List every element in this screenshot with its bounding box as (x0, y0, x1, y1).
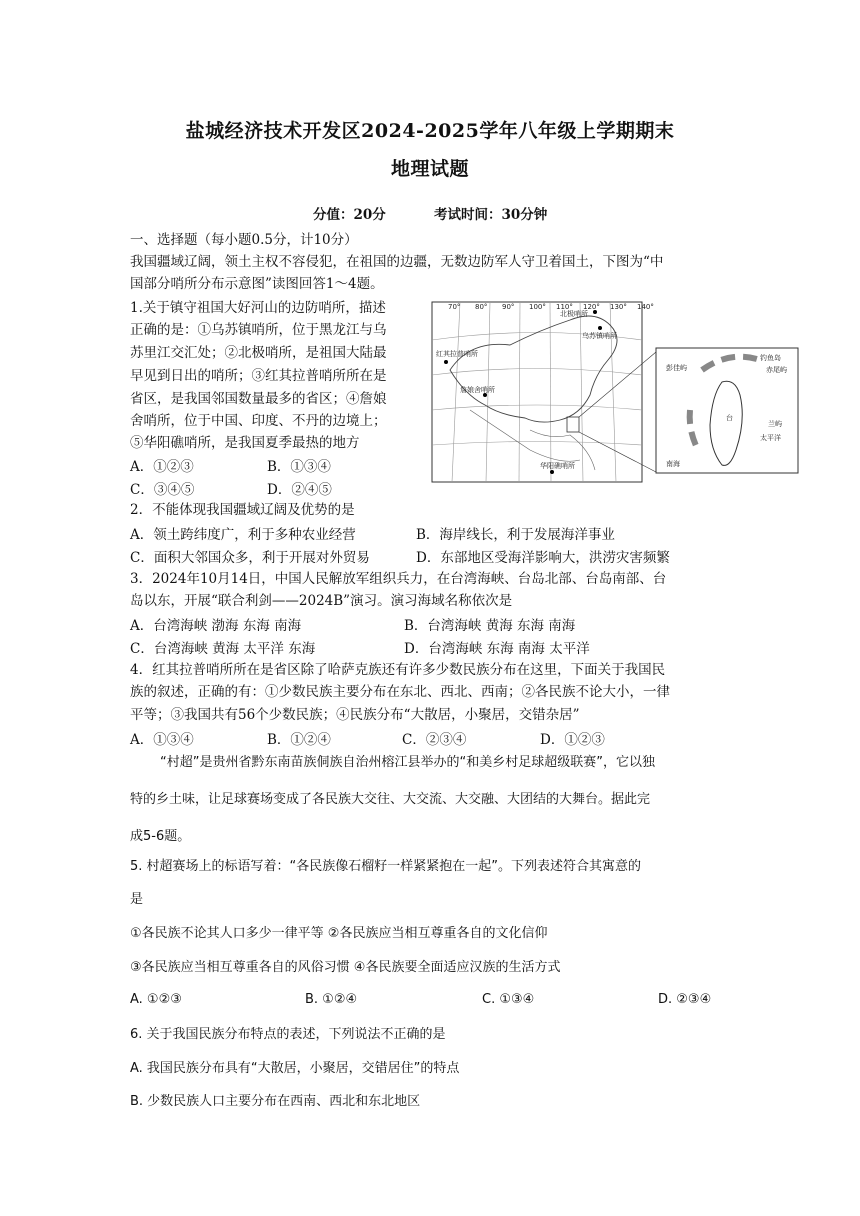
map-longitude-tick: 110° (556, 303, 573, 311)
q3-option-d: D．台湾海峡 东海 南海 太平洋 (404, 641, 590, 657)
q3-option-c: C．台湾海峡 黄海 太平洋 东海 (130, 641, 316, 657)
section-intro: 我国疆域辽阔，领土主权不容侵犯，在祖国的边疆，无数边防军人守卫着国土，下图为“中 (130, 254, 664, 270)
map-longitude-tick: 100° (529, 303, 546, 311)
q5-option-c: C. ①③④ (482, 992, 535, 1007)
passage: 特的乡土味，让足球赛场变成了各民族大交往、大交流、大交融、大团结的大舞台。据此完 (130, 792, 651, 807)
map-longitude-tick: 90° (502, 303, 515, 311)
q1-stem: 正确的是：①乌苏镇哨所，位于黑龙江与乌 (130, 322, 387, 338)
q3-option-b: B．台湾海峡 黄海 东海 南海 (404, 618, 576, 634)
q5-option-d: D. ②③④ (658, 992, 712, 1007)
wusu-post-marker (598, 326, 602, 330)
map-longitude-tick: 70° (448, 303, 461, 311)
q1-stem: 舍哨所，位于中国、印度、不丹的边境上； (130, 413, 387, 429)
q1-stem: 1.关于镇守祖国大好河山的边防哨所，描述 (130, 300, 386, 316)
inset-label-lanyu: 兰屿 (768, 420, 782, 428)
q3-stem: 3．2024年10月14日，中国人民解放军组织兵力，在台湾海峡、台岛北部、台岛南部、台 (130, 571, 667, 587)
inset-label-tai: 台 (726, 414, 733, 422)
score-info: 分值：20分 (313, 207, 386, 223)
q4-option-d: D．①②③ (540, 732, 605, 748)
passage: 成5-6题。 (130, 829, 191, 844)
q6-option-b: B. 少数民族人口主要分布在西南、西北和东北地区 (130, 1094, 421, 1109)
map-longitude-tick: 120° (583, 303, 600, 311)
map-longitude-tick: 80° (475, 303, 488, 311)
wusu-post-label: 乌苏镇哨所 (582, 332, 617, 340)
q6-stem: 6. 关于我国民族分布特点的表述，下列说法不正确的是 (130, 1027, 446, 1042)
passage: “村超”是贵州省黔东南苗族侗族自治州榕江县举办的“和美乡村足球超级联赛”，它以独 (160, 755, 655, 770)
q6-option-a: A. 我国民族分布具有“大散居，小聚居，交错居住”的特点 (130, 1061, 460, 1076)
q1-option-b: B．①③④ (267, 459, 331, 475)
q5-option-b: B. ①②④ (305, 992, 358, 1007)
map-longitude-tick: 140° (637, 303, 654, 311)
q3-stem: 岛以东，开展“联合利剑——2024B”演习。演习海域名称依次是 (130, 593, 513, 609)
q1-stem: 早见到日出的哨所；③红其拉普哨所所在是 (130, 368, 387, 384)
q2-stem: 2．不能体现我国疆域辽阔及优势的是 (130, 502, 355, 518)
q4-option-c: C．②③④ (402, 732, 467, 748)
hongqi-post-marker (444, 360, 448, 364)
q2-option-b: B．海岸线长，利于发展海洋事业 (416, 527, 615, 543)
q2-option-d: D．东部地区受海洋影响大，洪涝灾害频繁 (416, 550, 670, 566)
inset-label-chiwei: 赤尾屿 (766, 366, 787, 374)
section-intro: 国部分哨所分布示意图”读图回答1～4题。 (130, 276, 384, 292)
q5-option-a: A. ①②③ (130, 992, 182, 1007)
q1-option-d: D．②④⑤ (267, 482, 332, 498)
inset-label-diaoyu: 钓鱼岛 (760, 354, 781, 362)
huayang-post-marker (550, 470, 554, 474)
q1-option-c: C．③④⑤ (130, 482, 195, 498)
q4-stem: 平等；③我国共有56个少数民族；④民族分布“大散居，小聚居，交错杂居” (130, 707, 580, 723)
zhanniang-post-label: 詹娘舍哨所 (460, 386, 495, 394)
inset-label-nanhai: 南海 (666, 460, 680, 468)
hongqi-post-label: 红其拉普哨所 (436, 350, 478, 358)
beiji-post-label: 北极哨所 (560, 310, 588, 318)
q5-statements: ①各民族不论其人口多少一律平等 ②各民族应当相互尊重各自的文化信仰 (130, 926, 548, 941)
q5-statements: ③各民族应当相互尊重各自的风俗习惯 ④各民族要全面适应汉族的生活方式 (130, 960, 561, 975)
q5-stem: 是 (130, 892, 144, 907)
q4-option-b: B．①②④ (267, 732, 331, 748)
q4-stem: 族的叙述，正确的有：①少数民族主要分布在东北、西北、西南；②各民族不论大小，一律 (130, 684, 670, 700)
q2-option-a: A．领土跨纬度广，利于多种农业经营 (130, 527, 356, 543)
q1-stem: 苏里江交汇处；②北极哨所，是祖国大陆最 (130, 345, 387, 361)
q1-option-a: A．①②③ (130, 459, 194, 475)
map-longitude-tick: 130° (610, 303, 627, 311)
huayang-post-label: 华阳礁哨所 (540, 462, 575, 470)
sentry-post-map (430, 300, 805, 485)
q1-stem: ⑤华阳礁哨所，是我国夏季最热的地方 (130, 435, 360, 451)
exam-subtitle: 地理试题 (390, 158, 469, 180)
section-heading: 一、选择题（每小题0.5分，计10分） (130, 232, 358, 248)
q1-stem: 省区，是我国邻国数量最多的省区；④詹娘 (130, 391, 387, 407)
q4-option-a: A．①③④ (130, 732, 194, 748)
q3-option-a: A．台湾海峡 渤海 东海 南海 (130, 618, 302, 634)
inset-label-taiping: 太平洋 (760, 434, 781, 442)
q4-stem: 4．红其拉普哨所所在是省区除了哈萨克族还有许多少数民族分布在这里，下面关于我国民 (130, 662, 666, 678)
inset-label-pengjia: 彭佳屿 (666, 364, 687, 372)
q2-option-c: C．面积大邻国众多，利于开展对外贸易 (130, 550, 370, 566)
time-info: 考试时间：30分钟 (434, 207, 548, 223)
q5-stem: 5. 村超赛场上的标语写着：“各民族像石榴籽一样紧紧抱在一起”。下列表述符合其寓意的 (130, 859, 642, 874)
exam-title: 盐城经济技术开发区2024-2025学年八年级上学期期末 (185, 120, 675, 142)
